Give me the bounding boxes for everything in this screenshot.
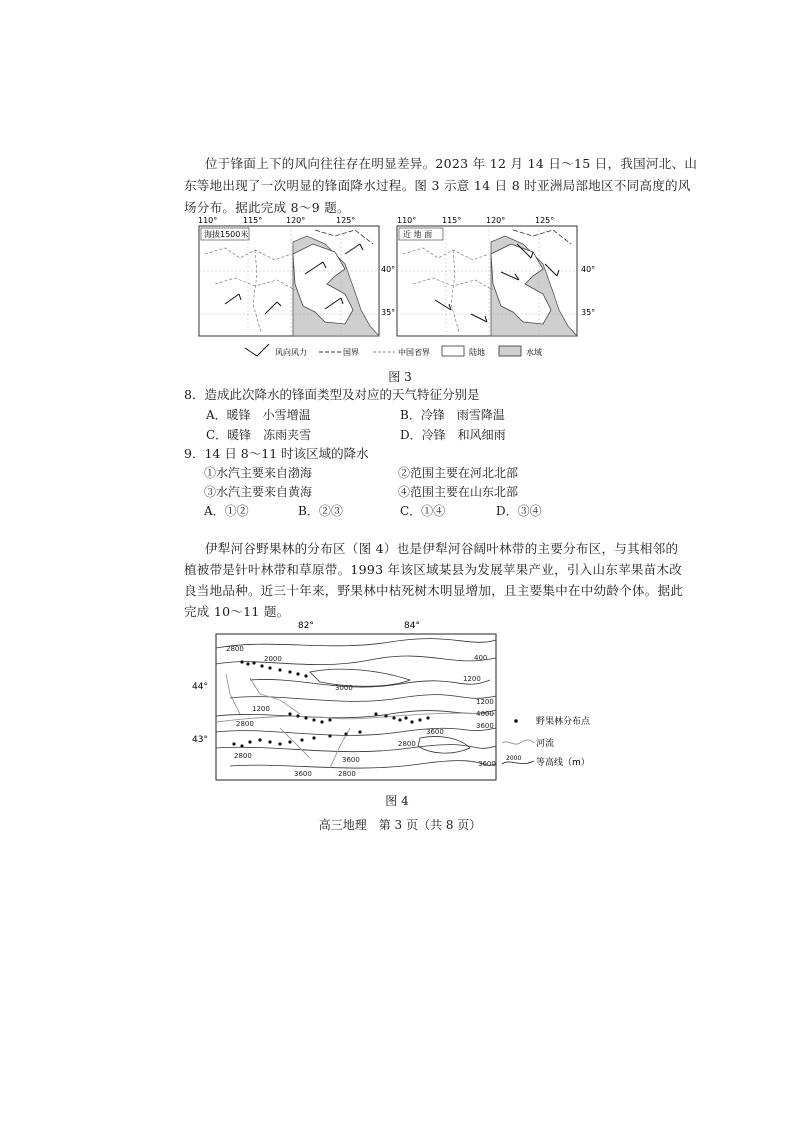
fig3-right-lon-120: 120° [486, 216, 506, 225]
figure-4 [190, 618, 620, 788]
fig3-left-lon-120: 120° [286, 216, 306, 225]
intro2-line4: 完成 10～11 题。 [184, 604, 290, 619]
contour-label-400: 400 [474, 654, 488, 662]
fig3-right-lat-35: 35° [581, 308, 596, 317]
contour-label-2800-b: 2800 [236, 720, 254, 728]
intro2-line1: 伊犁河谷野果林的分布区（图 4）也是伊犁河谷阔叶林带的主要分布区，与其相邻的 [205, 541, 679, 556]
figure-4-map [190, 618, 620, 788]
legend-contour-sample: 2000 [506, 755, 522, 762]
contour-label-3600-c: 3600 [478, 760, 496, 768]
figure-3 [195, 214, 615, 364]
land-swatch-icon [442, 346, 464, 356]
wind-barb-icon [245, 344, 269, 356]
river-icon [502, 740, 534, 744]
fig4-legend [502, 715, 591, 768]
fig4-lat-43: 43° [192, 735, 208, 745]
intro1-line2: 东等地出现了一次明显的锋面降水过程。图 3 示意 14 日 8 时亚洲局部地区不同高度的风 [184, 178, 691, 193]
fig4-lat-44: 44° [192, 682, 208, 692]
q9-statement-2: ②范围主要在河北北部 [398, 466, 519, 480]
contour-label-3600-e: 3600 [426, 728, 444, 736]
fig3-right-label: 近 地 面 [403, 230, 433, 239]
contour-label-3600-d: 3600 [294, 770, 312, 778]
intro2-line3: 良当地品种。近三十年来，野果林中枯死树木明显增加，且主要集中在中幼龄个体。据此 [184, 583, 684, 598]
fig3-left-lon-125: 125° [336, 216, 356, 225]
legend-contour: 等高线（m） [536, 758, 590, 768]
q9-statement-3: ③水汽主要来自黄海 [204, 485, 313, 499]
intro2-line2: 植被带是针叶林带和草原带。1993 年该区域某县为发展苹果产业，引入山东苹果苗木改 [184, 562, 683, 577]
contour-label-1200-c: 1200 [476, 698, 494, 706]
fig3-left-label: 海拔1500米 [204, 230, 249, 239]
q9-statement-4: ④范围主要在山东北部 [398, 485, 519, 499]
contour-label-2800-c: 2800 [398, 740, 416, 748]
legend-points: 野果林分布点 [536, 717, 591, 727]
intro1-line1: 位于锋面上下的风向往往存在明显差异。2023 年 12 月 14 日～15 日，我国河北、山 [205, 156, 698, 171]
q8-stem: 8．造成此次降水的锋面类型及对应的天气特征分别是 [184, 387, 480, 402]
q9-option-a[interactable]: A．①② [204, 504, 249, 518]
q8-option-a[interactable]: A．暖锋 小雪增温 [206, 408, 311, 422]
legend-wind: 风向风力 [275, 348, 307, 357]
contour-label-1200-a: 1200 [463, 675, 481, 683]
legend-national-border: 国界 [343, 348, 359, 357]
fig3-right-lon-125: 125° [535, 216, 555, 225]
contour-label-3600-a: 3600 [476, 722, 494, 730]
contour-label-2000: 2000 [264, 655, 282, 663]
fig3-right-lon-115: 115° [442, 216, 462, 225]
fig3-right-map [397, 226, 577, 336]
contour-label-4000: 4000 [476, 710, 494, 718]
q9-option-c[interactable]: C．①④ [400, 504, 446, 518]
fig4-lon-82: 82° [298, 621, 314, 631]
fig3-right-lon-110: 110° [397, 216, 417, 225]
contour-label-3000: 3000 [335, 684, 353, 692]
contour-label-2800-d: 2800 [234, 752, 252, 760]
water-swatch-icon [499, 346, 521, 356]
intro1-line3: 场分布。据此完成 8～9 题。 [184, 200, 350, 215]
fig3-left-lon-110: 110° [198, 216, 218, 225]
contour-label-2800-e: 2800 [338, 770, 356, 778]
legend-river: 河流 [536, 739, 555, 749]
q8-option-b[interactable]: B．冷锋 雨雪降温 [400, 408, 505, 422]
q8-option-d[interactable]: D．冷锋 和风细雨 [400, 428, 506, 442]
q9-option-b[interactable]: B．②③ [298, 504, 343, 518]
fig3-caption: 图 3 [388, 370, 412, 384]
fig3-left-map [199, 226, 379, 336]
fig3-right-lat-40: 40° [581, 265, 596, 274]
point-marker-icon [514, 719, 518, 723]
fig3-mid-lat-40: 40° [381, 265, 396, 274]
legend-water: 水域 [526, 348, 542, 357]
contour-label-2800-a: 2800 [226, 645, 244, 653]
legend-province-border: 中国省界 [398, 348, 430, 357]
q9-option-d[interactable]: D．③④ [496, 504, 542, 518]
fig3-mid-lat-35: 35° [381, 308, 396, 317]
fig4-lon-84: 84° [404, 621, 420, 631]
q9-stem: 9．14 日 8～11 时该区域的降水 [184, 446, 369, 461]
fig4-caption: 图 4 [385, 794, 409, 808]
page-footer: 高三地理 第 3 页（共 8 页） [318, 818, 482, 832]
contour-label-1200-b: 1200 [252, 705, 270, 713]
q8-option-c[interactable]: C．暖锋 冻雨夹雪 [206, 428, 312, 442]
contour-label-3600-b: 3600 [342, 756, 360, 764]
fig3-legend [245, 344, 542, 357]
q9-statement-1: ①水汽主要来自渤海 [204, 466, 313, 480]
fig3-left-lon-115: 115° [243, 216, 263, 225]
figure-3-maps [195, 214, 615, 364]
legend-land: 陆地 [469, 348, 485, 357]
